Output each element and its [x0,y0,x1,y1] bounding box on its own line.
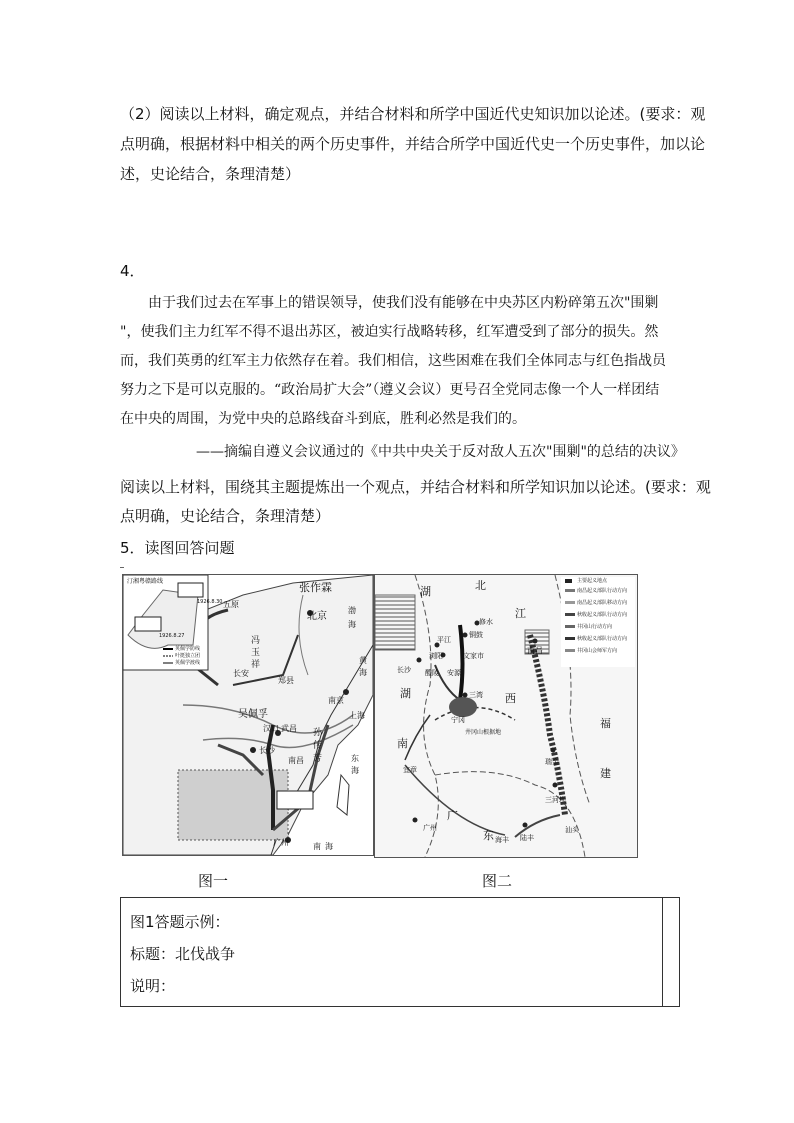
fig2-label-anyuan: 安源 [447,669,461,677]
fig2-label-xi: 西 [505,692,516,705]
fig2-legend-5: 井冈山行动方向 [577,624,613,630]
fig2-label-nan: 南 [397,737,408,750]
answer-table [120,897,680,1007]
inset-number-2: 1926.8.27 [159,633,185,639]
divider-mark [120,567,124,568]
fig2-label-hu1: 湖 [420,585,431,598]
map-label-changsha: 长沙 [259,746,275,755]
fig2-label-yizhang: 宜章 [403,766,417,774]
map-label-sunchuanfang: 孙传芳 [313,728,323,764]
q4-passage-line5: 在中央的周围，为党中央的总路线奋斗到底，胜利必然是我们的。 [120,411,526,427]
map-label-sea-8: 海 [348,620,356,629]
fig2-label-hu2: 湖 [400,687,411,700]
map-label-sea-3: 东 [351,754,359,763]
fig2-legend-6: 秋收起义部队行动方向 [577,636,628,642]
map-label-feng-2: 玉 [251,648,261,658]
inset-legend-2: 叶挺独立团 [175,653,201,659]
map-label-sea-5: 南 [313,842,321,851]
q4-source: ——摘编自遵义会议通过的《中共中央关于反对敌人五次"围剿"的总结的决议》 [196,444,685,460]
answer-title-line: 标题：北伐战争 [130,945,236,963]
fig2-label-fu: 福 [600,717,611,730]
map-label-sea-7: 渤 [348,606,356,615]
q4-passage-line1: 由于我们过去在军事上的错误领导，使我们没有能够在中央苏区内粉碎第五次"围剿 [148,295,659,311]
answer-explanation-line: 说明： [130,977,176,995]
fig2-label-changsha: 长沙 [397,666,411,674]
fig2-label-jiang: 江 [515,607,526,620]
map-label-sea-4: 海 [351,766,359,775]
fig2-label-bei: 北 [475,579,486,592]
fig2-label-guang: 广 [447,809,458,822]
q3-part2-line1: （2）阅读以上材料，确定观点，并结合材料和所学中国近代史知识加以论述。(要求：观 [120,105,706,123]
map-label-sea-2: 海 [359,668,367,677]
q4-passage-line2: "，使我们主力红军不得不退出苏区，被迫实行战略转移，红军遭受到了部分的损失。然 [120,324,659,340]
q5-title: 5．读图回答问题 [120,539,235,557]
map-label-feng-1: 冯 [251,636,261,646]
fig2-label-nanchang: 南昌 [527,646,543,655]
q4-task-line2: 点明确，史论结合，条理清楚） [120,507,331,525]
map-label-zhengxian: 郑县 [278,676,294,685]
fig2-label-liling: 醴陵 [425,669,439,677]
map-label-wupeifu: 吴佩孚 [238,709,268,720]
fig2-legend-3: 南昌起义部队移动方向 [577,600,628,606]
figure-2-caption: 图二 [482,872,513,890]
fig2-legend-1: 主要起义地点 [577,578,608,584]
fig2-label-sanwan: 三湾 [469,691,483,699]
figure-1-map [122,574,374,856]
map-label-guangzhou: 广州 [273,838,289,847]
fig2-label-jgs-base: 井冈山根据地 [465,729,502,736]
fig2-legend-4: 秋收起义部队行动方向 [577,612,628,618]
inset-number-1: 1926.8.30 [197,599,223,605]
q4-passage-line4: 努力之下是可以克服的。“政治局扩大会”（遵义会议）更号召全党同志像一个人一样团结 [120,382,660,398]
fig2-label-guangzhou: 广州 [423,824,437,832]
q4-task-line1: 阅读以上材料，围绕其主题提炼出一个观点，并结合材料和所学知识加以论述。(要求：观 [120,478,711,496]
fig2-label-haifeng: 海丰 [495,836,509,844]
map-label-wuyuan: 五原 [223,600,239,609]
fig2-label-ningang: 宁冈 [451,716,465,724]
map-label-wuchang: 武昌 [281,724,297,733]
fig2-label-xiushui: 修水 [479,618,493,626]
fig2-label-lufeng: 陆丰 [520,834,534,842]
q4-passage-line3: 而，我们英勇的红军主力依然存在着。我们相信，这些困难在我们全体同志与红色指战员 [120,353,666,369]
fig2-label-shantou: 汕头 [565,826,579,834]
fig2-label-jian: 建 [600,767,611,780]
fig2-label-pingjiang: 平江 [437,636,451,644]
map-label-beijing: 北京 [307,611,327,622]
fig2-legend-7: 井冈山会师军方向 [577,648,618,654]
fig2-legend-2: 南昌起义部队行动方向 [577,588,628,594]
inset-legend-1: 英佩学防线 [175,646,201,652]
map-label-zhangzuolin: 张作霖 [299,581,332,594]
map-label-nanjing: 南京 [328,696,344,705]
fig2-label-sanheba: 三河坝 [545,796,566,804]
map-label-nanchang: 南昌 [288,756,304,765]
q3-part2-line2: 点明确，根据材料中相关的两个历史事件，并结合所学中国近代史一个历史事件，加以论 [120,135,706,153]
q3-part2-line3: 述，史论结合，条理清楚） [120,165,301,183]
map-label-changan: 长安 [233,669,249,678]
inset-title: 汀湘粤赣路线 [127,578,164,585]
map-label-hankou: 汉口 [263,724,279,733]
map-label-shanghai: 上海 [349,711,365,720]
answer-example-heading: 图1答题示例： [130,913,230,931]
fig2-label-dong: 东 [483,829,494,842]
map-label-feng-3: 祥 [251,660,261,670]
answer-table-side-column [662,898,679,1006]
figure-1-caption: 图一 [198,872,229,890]
map-label-sea-1: 黄 [359,656,367,665]
q4-number: 4． [120,262,145,280]
figure-2-map [374,574,638,858]
map-label-sea-6: 海 [325,842,333,851]
fig2-label-ruijin: 瑞金 [545,758,559,766]
fig2-label-liuyang: 浏阳 [429,652,443,660]
fig2-label-tonggu: 铜鼓 [469,631,483,639]
inset-legend-3: 英佩学渡线 [175,660,201,666]
fig2-label-wenjiashi: 文家市 [463,652,484,660]
